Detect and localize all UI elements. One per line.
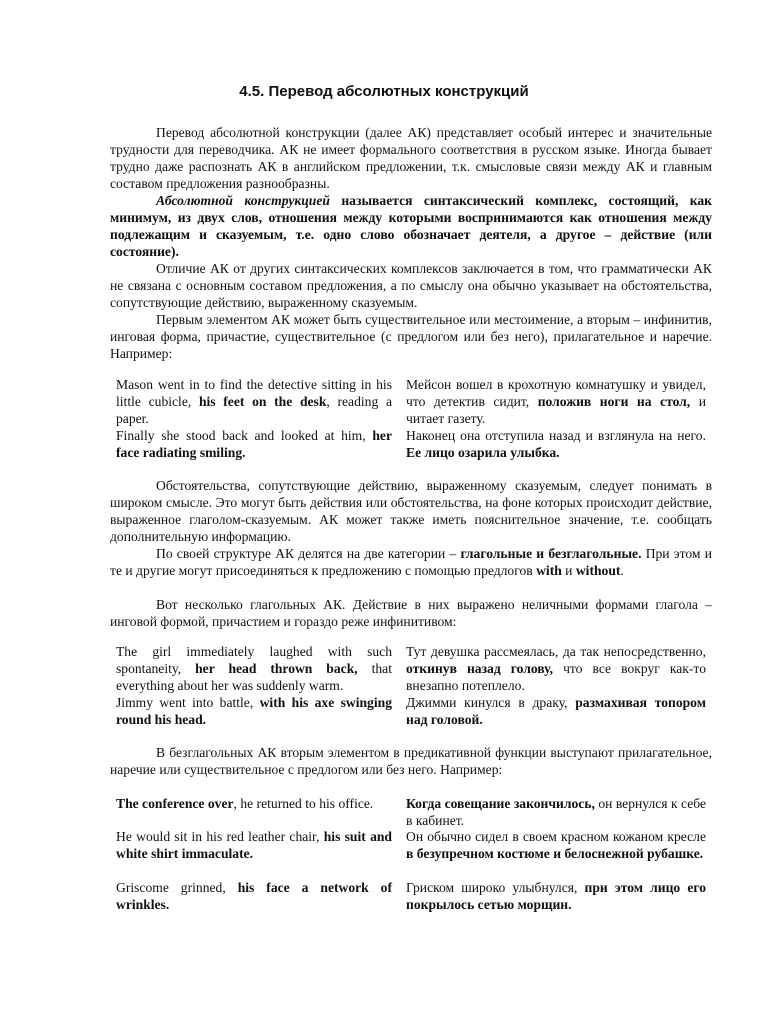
example1-en-1: Mason went in to find the detective sitting in his little cubicle, his feet on the desk, reading a paper. (116, 377, 392, 426)
example1-ru-1: Мейсон вошел в крохотную комнатушку и увидел, что детектив сидит, положив ноги на стол, и читает газету. (406, 377, 706, 426)
example1-ru-2: Наконец она отступила назад и взглянула на него. Ее лицо озарила улыбка. (406, 428, 706, 460)
paragraph-verbal: Вот несколько глагольных АК. Действие в них выражено неличными формами глагола – инговой формой, причастием и гораздо реже инфинитивом: (110, 597, 712, 629)
example2-ru-1: Тут девушка рассмеялась, да так непосредственно, откинув назад голову, что все вокруг как-то внезапно потеплело. (406, 644, 706, 693)
example3-ru-3: Гриском широко улыбнулся, при этом лицо его покрылось сетью морщин. (406, 880, 706, 912)
example3-ru-1: Когда совещание закончилось, он вернулся к себе в кабинет. (406, 796, 706, 828)
paragraph-first-element: Первым элементом АК может быть существительное или местоимение, а вторым – инфинитив, инговая форма, причастие, существительное (с предлогом или без него), прилагательное и наречие. Например: (110, 312, 712, 361)
paragraph-circumstances: Обстоятельства, сопутствующие действию, выраженному сказуемым, следует понимать в широком смысле. Это могут быть действия или обстоятельства, на фоне которых происходит действие, выраженное глаголом-сказуемым. АК может также иметь пояснительное значение, т.е. сообщать дополнительную информацию. (110, 478, 712, 544)
example3-ru-2: Он обычно сидел в своем красном кожаном кресле в безупречном костюме и белоснежной рубашке. (406, 829, 706, 861)
paragraph-nonverbal: В безглагольных АК вторым элементом в предикативной функции выступают прилагательное, наречие или существительное с предлогом или без него. Например: (110, 745, 712, 777)
example3-en-3: Griscome grinned, his face a network of wrinkles. (116, 880, 393, 912)
example3-en-1: The conference over, he returned to his office. (116, 796, 374, 811)
section-title: 4.5. Перевод абсолютных конструкций (239, 83, 529, 100)
paragraph-intro: Перевод абсолютной конструкции (далее АК) представляет особый интерес и значительные трудности для переводчика. АК не имеет формального соответствия в русском языке. Иногда бывает трудно даже распознать АК в английском предложении, т.к. смысловые связи между АК и главным составом предложения разнообразны. (110, 125, 712, 191)
term-absolute-construction: Абсолютной конструкцией (156, 193, 330, 208)
paragraph-categories: По своей структуре АК делятся на две категории – глагольные и безглагольные. При этом и те и другие могут присоединяться к предложению с помощью предлогов with и without. (110, 546, 712, 578)
paragraph-definition (110, 192, 712, 260)
definition-text: называется синтаксический комплекс, состоящий, как минимум, из двух слов, отношения между которыми воспринимаются как отношения между подлежащим и сказуемым, т.е. одно слово обозначает деятеля, а другое – действие (или состояние). (110, 193, 712, 259)
example2-en-1: The girl immediately laughed with such spontaneity, her head thrown back, that everything about her was suddenly warm. (116, 644, 392, 693)
example3-en-2: He would sit in his red leather chair, his suit and white shirt immaculate. (116, 829, 392, 861)
paragraph-difference: Отличие АК от других синтаксических комплексов заключается в том, что грамматически АК не связана с основным составом предложения, а по смыслу она обычно указывает на обстоятельства, сопутствующие действию, выраженному сказуемым. (110, 261, 712, 310)
example1-en-2: Finally she stood back and looked at him, her face radiating smiling. (116, 428, 392, 460)
example2-ru-2: Джимми кинулся в драку, размахивая топором над головой. (406, 695, 706, 727)
example2-en-2: Jimmy went into battle, with his axe swinging round his head. (116, 695, 392, 727)
